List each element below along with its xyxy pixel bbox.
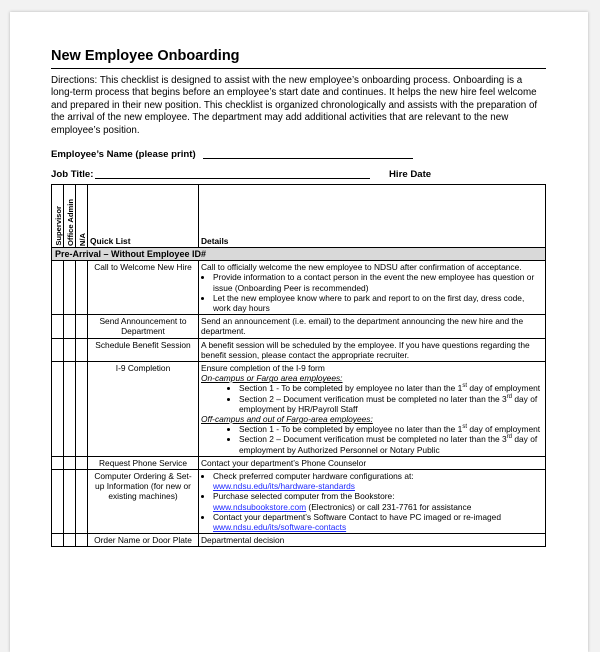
- software-contacts-link[interactable]: www.ndsu.edu/its/software-contacts: [213, 522, 347, 533]
- section-title: Pre-Arrival – Without Employee ID#: [52, 248, 546, 261]
- na-checkbox[interactable]: [76, 261, 88, 315]
- table-row: [52, 456, 546, 469]
- na-checkbox[interactable]: [76, 534, 88, 547]
- details-cell: Send an announcement (i.e. email) to the department announcing the new hire and the department.: [199, 315, 546, 338]
- office-admin-checkbox[interactable]: [64, 362, 76, 457]
- table-row: [52, 470, 546, 534]
- office-admin-checkbox[interactable]: [64, 534, 76, 547]
- details-cell: Departmental decision: [199, 534, 546, 547]
- employee-name-label: Employee’s Name (please print): [51, 149, 196, 161]
- hire-date-label: Hire Date: [389, 169, 432, 181]
- supervisor-checkbox[interactable]: [52, 261, 64, 315]
- office-admin-checkbox[interactable]: [64, 456, 76, 469]
- header-na: N/A: [76, 185, 88, 248]
- na-checkbox[interactable]: [76, 362, 88, 457]
- na-checkbox[interactable]: [76, 338, 88, 361]
- details-cell: • Check preferred computer hardware configurations at: www.ndsu.edu/its/hardware-standards • Purchase selected computer from the Bookstore: www.ndsubookstore.com (Electronics) or call 231-7761 for assistance • Contact your department’s Software Contact to have PC imaged or re-imaged www.ndsu.edu/its/software-contacts: [199, 470, 546, 534]
- table-row: [52, 261, 546, 315]
- table-row: [52, 534, 546, 547]
- hardware-standards-link[interactable]: www.ndsu.edu/its/hardware-standards: [213, 481, 355, 492]
- job-title-row: [51, 169, 546, 183]
- details-cell: Ensure completion of the I-9 form On-campus or Fargo area employees: • Section 1 - To be completed by employee no later than the 1st day of employment • Section 2 – Document verification must be completed no later than the 3rd day of employment by HR/Payroll Staff Off-campus and out of Fargo-area employees: • Section 1 - To be completed by employee no later than the 1st day of employment • Section 2 – Document verification must be completed no later than the 3rd day of employment by Authorized Personnel or Notary Public: [199, 362, 546, 457]
- quick-list-cell: Computer Ordering & Set-up Information (for new or existing machines): [88, 470, 199, 534]
- details-cell: A benefit session will be scheduled by the employee. If you have questions regarding the benefit session, please contact the appropriate recruiter.: [199, 338, 546, 361]
- quick-list-cell: I-9 Completion: [88, 362, 199, 457]
- table-row: [52, 338, 546, 361]
- quick-list-cell: Schedule Benefit Session: [88, 338, 199, 361]
- onboarding-checklist-table: [51, 184, 546, 547]
- document-header: [51, 48, 546, 183]
- table-row: [52, 315, 546, 338]
- quick-list-cell: Send Announcement to Department: [88, 315, 199, 338]
- quick-list-cell: Call to Welcome New Hire: [88, 261, 199, 315]
- na-checkbox[interactable]: [76, 315, 88, 338]
- table-header-row: [52, 185, 546, 248]
- job-title-label: Job Title:: [51, 169, 94, 181]
- supervisor-checkbox[interactable]: [52, 456, 64, 469]
- header-details: Details: [199, 185, 546, 248]
- page-title: New Employee Onboarding: [51, 48, 546, 69]
- details-cell: Call to officially welcome the new employee to NDSU after confirmation of acceptance. • Provide information to a contact person in the event the new employee has question or issue (Onboarding Peer is recommended) • Let the new employee know where to park and report to on the first day, dress code, work day hours: [199, 261, 546, 315]
- table-row: [52, 362, 546, 457]
- directions-text: Directions: This checklist is designed to assist with the new employee’s onboarding process. Onboarding is a long-term process that begins before an employee’s start date and continues. It helps the new hire feel welcome and prepared in their new position. This checklist is organized chronologically and assists with the preparation of the arrival of the new employee. The department may add additional activities that are relevant to the new employee’s position.: [51, 75, 538, 136]
- quick-list-cell: Request Phone Service: [88, 456, 199, 469]
- office-admin-checkbox[interactable]: [64, 315, 76, 338]
- details-cell: Contact your department’s Phone Counselor: [199, 456, 546, 469]
- supervisor-checkbox[interactable]: [52, 470, 64, 534]
- quick-list-cell: Order Name or Door Plate: [88, 534, 199, 547]
- office-admin-checkbox[interactable]: [64, 338, 76, 361]
- job-title-field[interactable]: [95, 169, 370, 179]
- supervisor-checkbox[interactable]: [52, 315, 64, 338]
- employee-name-field[interactable]: [203, 149, 413, 159]
- na-checkbox[interactable]: [76, 456, 88, 469]
- office-admin-checkbox[interactable]: [64, 261, 76, 315]
- supervisor-checkbox[interactable]: [52, 534, 64, 547]
- employee-name-row: [51, 149, 546, 163]
- bookstore-link[interactable]: www.ndsubookstore.com: [213, 501, 307, 512]
- office-admin-checkbox[interactable]: [64, 470, 76, 534]
- supervisor-checkbox[interactable]: [52, 362, 64, 457]
- header-quick-list: Quick List: [88, 185, 199, 248]
- header-office-admin: Office Admin: [64, 185, 76, 248]
- header-supervisor: Supervisor: [52, 185, 64, 248]
- supervisor-checkbox[interactable]: [52, 338, 64, 361]
- na-checkbox[interactable]: [76, 470, 88, 534]
- section-row: [52, 248, 546, 261]
